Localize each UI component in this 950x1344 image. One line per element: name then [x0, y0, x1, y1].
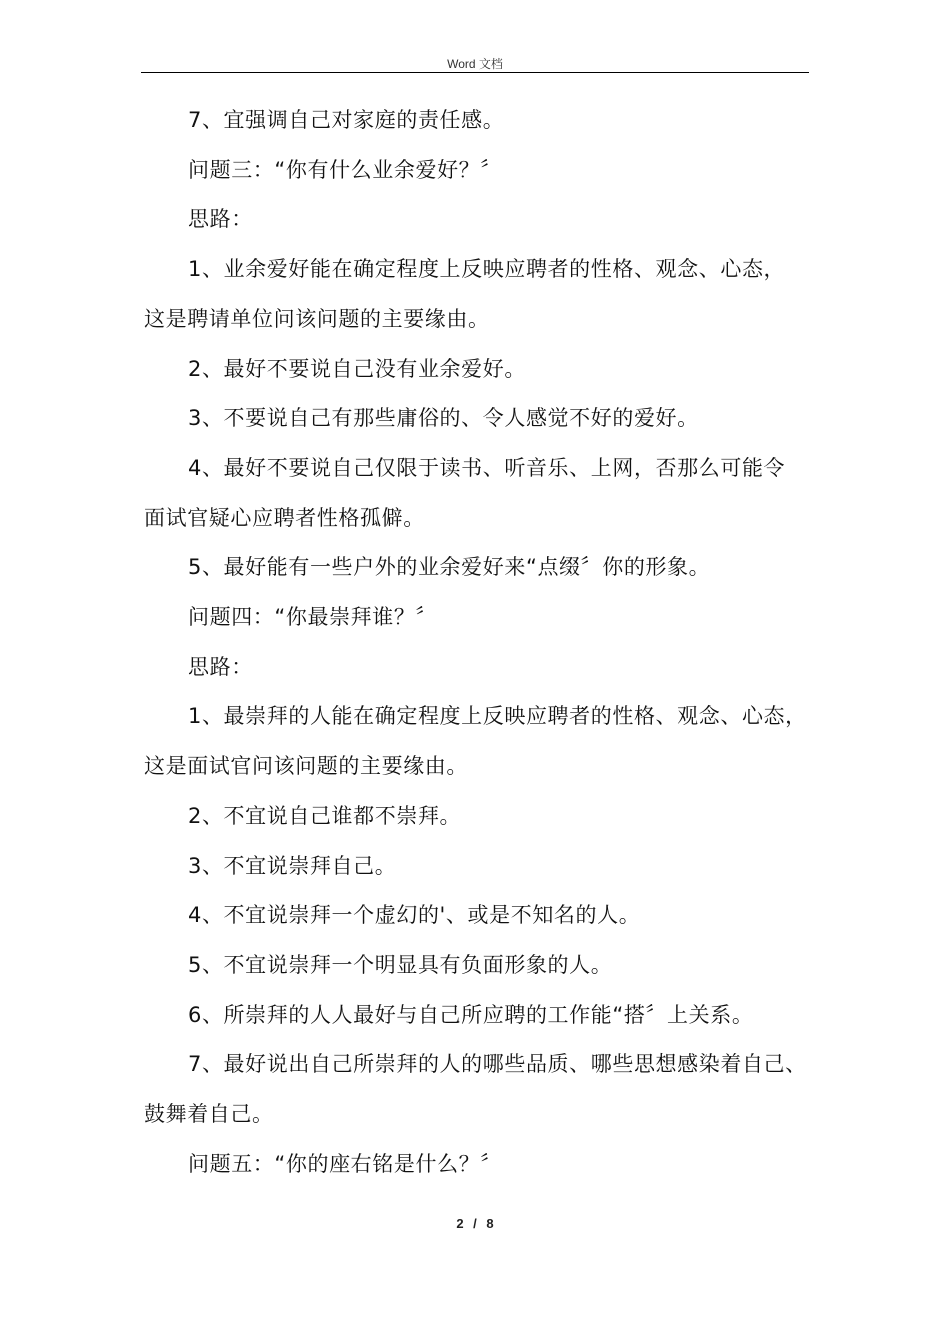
paragraph-line: 3、不要说自己有那些庸俗的、令人感觉不好的爱好。 — [188, 406, 699, 431]
paragraph-line: 2、不宜说自己谁都不崇拜。 — [188, 803, 462, 828]
paragraph-line: 5、不宜说崇拜一个明显具有负面形象的人。 — [188, 952, 613, 977]
paragraph-line: 鼓舞着自己。 — [144, 1102, 274, 1127]
paragraph-line: 3、不宜说崇拜自己。 — [188, 853, 397, 878]
paragraph-line: 1、业余爱好能在确定程度上反映应聘者的性格、观念、心态， — [188, 257, 786, 282]
paragraph-line: 这是面试官问该问题的主要缘由。 — [144, 754, 468, 779]
paragraph-line: 2、最好不要说自己没有业余爱好。 — [188, 356, 526, 381]
question-heading: 问题四：“你最崇拜谁？〞 — [188, 605, 438, 630]
paragraph-line: 7、最好说出自己所崇拜的人的哪些品质、哪些思想感染着自己、 — [188, 1052, 807, 1077]
paragraph-line: 4、最好不要说自己仅限于读书、听音乐、上网，否那么可能令 — [188, 455, 786, 480]
paragraph-line: 思路： — [188, 207, 253, 232]
paragraph-line: 4、不宜说崇拜一个虚幻的'、或是不知名的人。 — [188, 903, 641, 928]
paragraph-line: 1、最崇拜的人能在确定程度上反映应聘者的性格、观念、心态， — [188, 704, 807, 729]
paragraph-line: 思路： — [188, 654, 253, 679]
paragraph-line: 5、最好能有一些户外的业余爱好来“点缀〞你的形象。 — [188, 555, 711, 580]
page-header: Word 文档 — [447, 57, 503, 71]
question-heading: 问题五：“你的座右铭是什么？〞 — [188, 1151, 502, 1176]
page-number: 2 / 8 — [456, 1216, 494, 1231]
paragraph-line: 这是聘请单位问该问题的主要缘由。 — [144, 306, 490, 331]
document-body — [144, 96, 806, 1189]
paragraph-line: 7、宜强调自己对家庭的责任感。 — [188, 108, 505, 132]
paragraph-line: 面试官疑心应聘者性格孤僻。 — [144, 505, 425, 530]
question-heading: 问题三：“你有什么业余爱好？〞 — [188, 157, 502, 182]
paragraph-line: 6、所崇拜的人人最好与自己所应聘的工作能“搭〞上关系。 — [188, 1002, 754, 1027]
header-divider — [141, 72, 809, 73]
